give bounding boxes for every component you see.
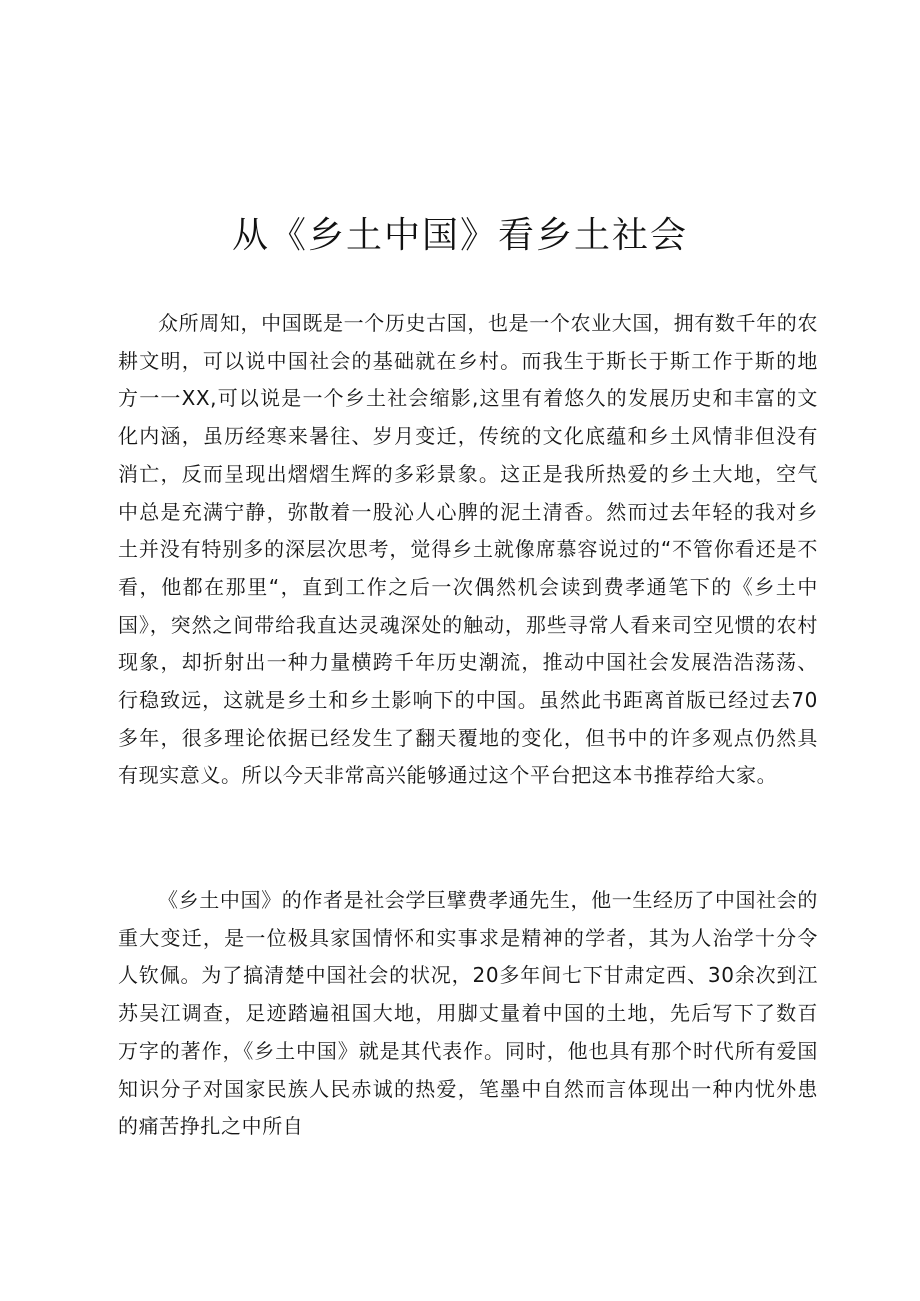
paragraph-1: 众所周知，中国既是一个历史古国，也是一个农业大国，拥有数千年的农耕文明，可以说中国社会的基础就在乡村。而我生于斯长于斯工作于斯的地方一一XX,可以说是一个乡土社会缩影,这里有着悠久的发展历史和丰富的文化内涵，虽历经寒来暑往、岁月变迁，传统的文化底蕴和乡土风情非但没有消亡，反而呈现出熠熠生辉的多彩景象。这正是我所热爱的乡土大地，空气中总是充满宁静，弥散着一股沁人心脾的泥土清香。然而过去年轻的我对乡土并没有特别多的深层次思考，觉得乡土就像席慕容说过的“不管你看还是不看，他都在那里“，直到工作之后一次偶然机会读到费孝通笔下的《乡土中国》，突然之间带给我直达灵魂深处的触动，那些寻常人看来司空见惯的农村现象，却折射出一种力量横跨千年历史潮流，推动中国社会发展浩浩荡荡、行稳致远，这就是乡土和乡土影响下的中国。虽然此书距离首版已经过去70多年，很多理论依据已经发生了翻天覆地的变化，但书中的许多观点仍然具有现实意义。所以今天非常高兴能够通过这个平台把这本书推荐给大家。 (118, 311, 818, 788)
paragraph-2: 《乡土中国》的作者是社会学巨擘费孝通先生，他一生经历了中国社会的重大变迁，是一位极具家国情怀和实事求是精神的学者，其为人治学十分令人钦佩。为了搞清楚中国社会的状况，20多年间七下甘肃定西、30余次到江苏吴江调查，足迹踏遍祖国大地，用脚丈量着中国的土地，先后写下了数百万字的著作，《乡土中国》就是其代表作。同时，他也具有那个时代所有爱国知识分子对国家民族人民赤诚的热爱，笔墨中自然而言体现出一种内忧外患的痛苦挣扎之中所自 (118, 888, 818, 1139)
document-title: 从《乡土中国》看乡土社会 (231, 215, 688, 256)
